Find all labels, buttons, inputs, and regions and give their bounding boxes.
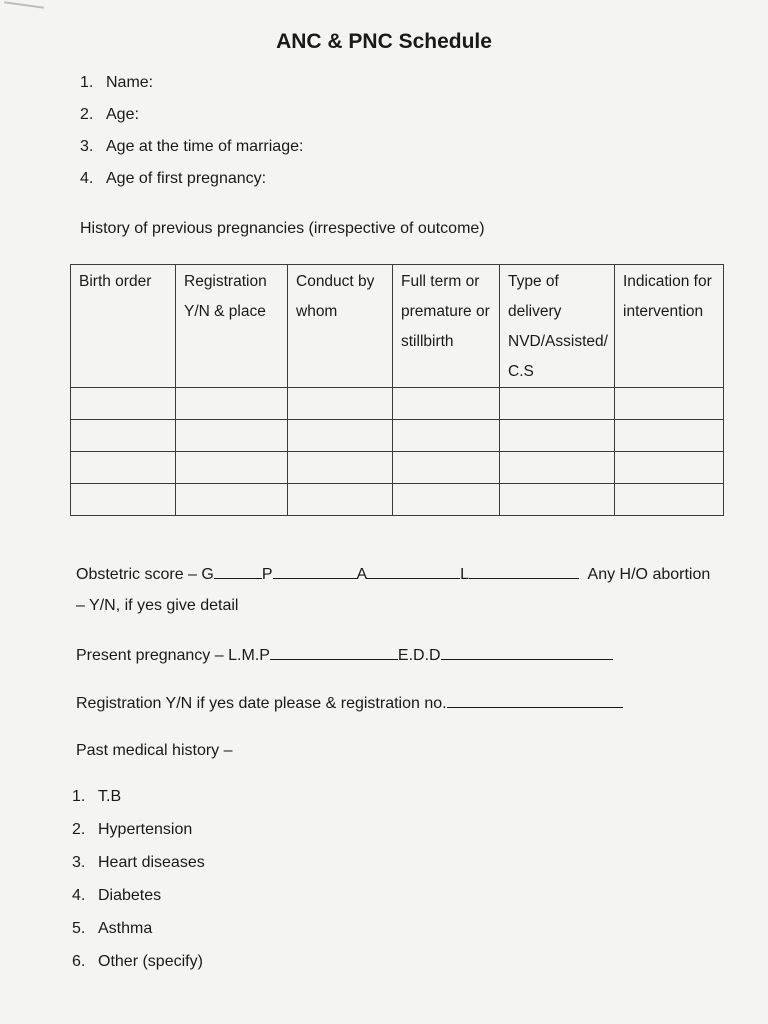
list-item[interactable]: 6. Other (specify) (72, 953, 203, 970)
header-birth-order: Birth order (71, 265, 176, 388)
list-item[interactable]: 1. T.B (72, 788, 122, 805)
registration-line (76, 693, 623, 713)
header-term: Full term or premature or stillbirth (393, 265, 500, 388)
past-history-heading: Past medical history – (76, 742, 233, 759)
page-title: ANC & PNC Schedule (276, 30, 492, 53)
table-row (71, 484, 724, 516)
table-cell[interactable] (615, 388, 724, 420)
scan-mark (4, 1, 44, 9)
table-cell[interactable] (615, 452, 724, 484)
table-cell[interactable] (393, 484, 500, 516)
table-cell[interactable] (71, 420, 176, 452)
abortion-blank[interactable] (367, 564, 460, 579)
past-history-list (72, 788, 205, 986)
table-cell[interactable] (288, 484, 393, 516)
table-cell[interactable] (615, 484, 724, 516)
table-row (71, 388, 724, 420)
lmp-label: Present pregnancy – L.M.P (76, 647, 270, 664)
obstetric-label: Obstetric score – G (76, 566, 214, 583)
personal-fields-list (80, 74, 303, 202)
table-cell[interactable] (500, 484, 615, 516)
field-label-first-pregnancy-age: Age of first pregnancy: (106, 170, 267, 187)
header-delivery-type: Type of delivery NVD/Assisted/ C.S (500, 265, 615, 388)
list-number: 4. (80, 170, 94, 187)
table-cell[interactable] (500, 452, 615, 484)
list-number: 1. (80, 74, 94, 91)
table-cell[interactable] (288, 388, 393, 420)
list-item-marriage-age[interactable] (80, 138, 303, 170)
table-cell[interactable] (393, 388, 500, 420)
field-label-name: Name: (106, 74, 154, 91)
table-cell[interactable] (71, 484, 176, 516)
para-blank[interactable] (273, 564, 357, 579)
header-conduct-by: Conduct by whom (288, 265, 393, 388)
list-item-age[interactable] (80, 106, 303, 138)
table-header-row (71, 265, 724, 388)
living-blank[interactable] (469, 564, 579, 579)
list-item[interactable]: 5. Asthma (72, 920, 153, 937)
table-cell[interactable] (393, 452, 500, 484)
edd-blank[interactable] (441, 645, 613, 660)
registration-blank[interactable] (447, 693, 623, 708)
list-item[interactable]: 2. Hypertension (72, 821, 193, 838)
lmp-blank[interactable] (270, 645, 398, 660)
table-cell[interactable] (176, 484, 288, 516)
field-label-marriage-age: Age at the time of marriage: (106, 138, 304, 155)
table-cell[interactable] (176, 452, 288, 484)
table-cell[interactable] (615, 420, 724, 452)
table-cell[interactable] (288, 452, 393, 484)
present-pregnancy-line (76, 645, 613, 665)
gravida-blank[interactable] (214, 564, 262, 579)
abortion-history-label: Any H/O abortion (587, 566, 711, 583)
list-number: 3. (80, 138, 94, 155)
table-cell[interactable] (71, 452, 176, 484)
header-indication: Indication for intervention (615, 265, 724, 388)
list-number: 2. (80, 106, 94, 123)
list-item[interactable]: 3. Heart diseases (72, 854, 205, 871)
table-cell[interactable] (176, 420, 288, 452)
header-registration: Registration Y/N & place (176, 265, 288, 388)
field-label-age: Age: (106, 106, 139, 123)
table-row (71, 452, 724, 484)
list-item-name[interactable] (80, 74, 303, 106)
obstetric-score-line: Obstetric score – G P A L Any H/O abortion (76, 566, 711, 583)
registration-label: Registration Y/N if yes date please & registration no. (76, 695, 447, 712)
history-heading: History of previous pregnancies (irrespective of outcome) (80, 220, 485, 237)
abortion-detail-line: – Y/N, if yes give detail (76, 597, 239, 614)
table-cell[interactable] (500, 388, 615, 420)
table-row (71, 420, 724, 452)
table-cell[interactable] (71, 388, 176, 420)
table-cell[interactable] (176, 388, 288, 420)
list-item-first-pregnancy-age[interactable] (80, 170, 303, 202)
table-cell[interactable] (393, 420, 500, 452)
list-item[interactable]: 4. Diabetes (72, 887, 162, 904)
table-cell[interactable] (500, 420, 615, 452)
table-cell[interactable] (288, 420, 393, 452)
previous-pregnancies-table (70, 264, 724, 516)
edd-label: E.D.D (397, 647, 441, 664)
